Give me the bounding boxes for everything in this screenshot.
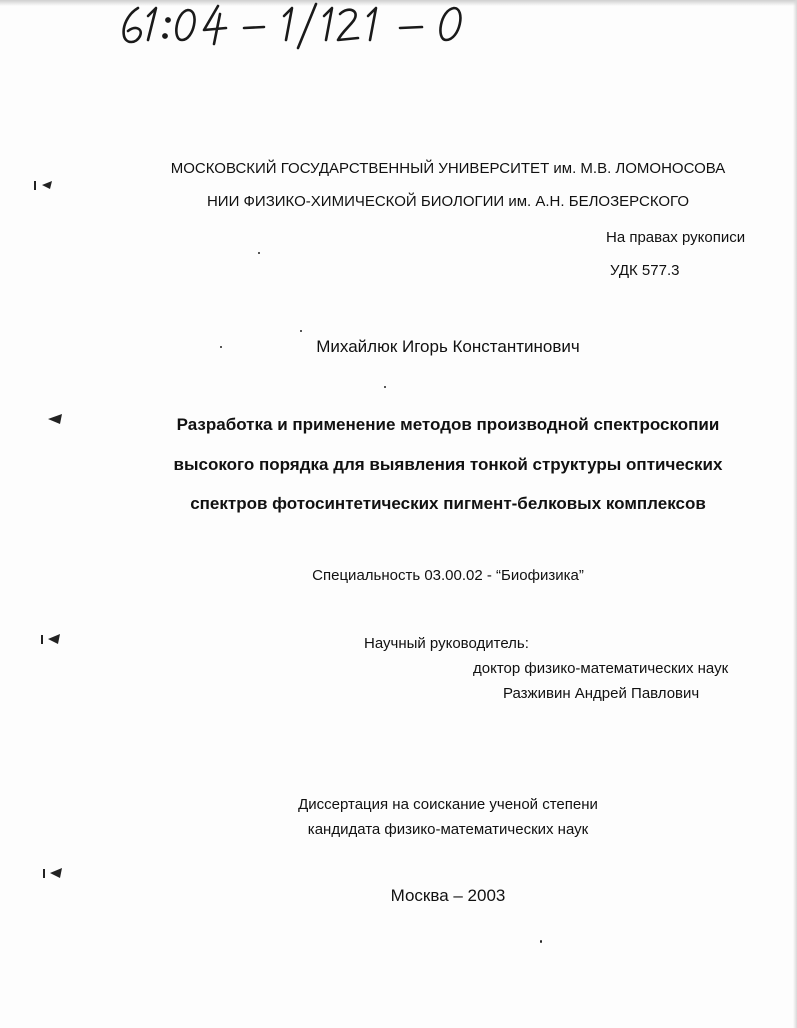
institute-name: НИИ ФИЗИКО-ХИМИЧЕСКОЙ БИОЛОГИИ им. А.Н. БЕЛОЗЕРСКОГО bbox=[206, 193, 690, 210]
scan-speck bbox=[258, 252, 260, 254]
handwritten-archive-number bbox=[118, 0, 478, 52]
supervisor-label: Научный руководитель: bbox=[364, 635, 529, 652]
specialty: Специальность 03.00.02 - “Биофизика” bbox=[312, 567, 584, 584]
binding-mark-3 bbox=[40, 632, 62, 646]
supervisor-degree: доктор физико-математических наук bbox=[473, 660, 729, 677]
binding-mark-1 bbox=[32, 178, 54, 192]
manuscript-rights: На правах рукописи bbox=[606, 229, 746, 246]
binding-mark-2 bbox=[44, 412, 66, 426]
dissertation-title-line-3: спектров фотосинтетических пигмент-белковых комплексов bbox=[190, 494, 706, 513]
scan-edge-right bbox=[793, 0, 797, 1028]
dissertation-title-line-2: высокого порядка для выявления тонкой структуры оптических bbox=[173, 455, 723, 474]
udc-code: УДК 577.3 bbox=[610, 262, 680, 279]
scan-speck bbox=[384, 386, 386, 388]
university-name: МОСКОВСКИЙ ГОСУДАРСТВЕННЫЙ УНИВЕРСИТЕТ им. М.В. ЛОМОНОСОВА bbox=[170, 160, 726, 177]
scan-speck bbox=[220, 346, 222, 348]
supervisor-name: Разживин Андрей Павлович bbox=[503, 685, 700, 702]
scan-speck bbox=[540, 940, 542, 943]
scan-speck bbox=[300, 330, 302, 332]
dissertation-degree-line-1: Диссертация на соискание ученой степени bbox=[298, 796, 598, 813]
dissertation-title-line-1: Разработка и применение методов производной спектроскопии bbox=[176, 415, 720, 434]
binding-mark-4 bbox=[42, 866, 64, 880]
dissertation-degree-line-2: кандидата физико-математических наук bbox=[307, 821, 589, 838]
author-name: Михайлюк Игорь Константинович bbox=[316, 337, 580, 356]
city-year: Москва – 2003 bbox=[390, 886, 506, 905]
